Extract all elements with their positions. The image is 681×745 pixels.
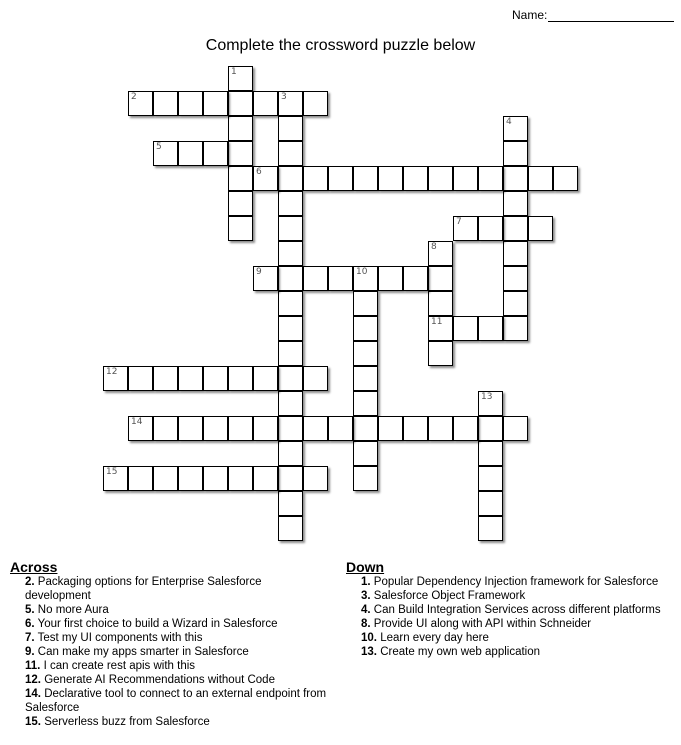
crossword-cell[interactable] (128, 366, 153, 391)
crossword-cell[interactable] (453, 216, 478, 241)
crossword-cell[interactable] (203, 416, 228, 441)
crossword-cell[interactable] (303, 91, 328, 116)
crossword-cell[interactable] (353, 416, 378, 441)
crossword-cell[interactable] (478, 216, 503, 241)
crossword-cell[interactable] (303, 266, 328, 291)
clue-number: 7. (25, 632, 35, 644)
crossword-cell[interactable] (503, 316, 528, 341)
crossword-cell[interactable] (353, 291, 378, 316)
clue-number: 3. (361, 590, 371, 602)
clue-text: Declarative tool to connect to an external endpoint from Salesforce (25, 688, 327, 714)
crossword-cell[interactable] (453, 316, 478, 341)
crossword-cell[interactable] (278, 366, 303, 391)
crossword-cell[interactable] (228, 116, 253, 141)
down-clue (346, 575, 676, 589)
crossword-cell[interactable] (353, 391, 378, 416)
crossword-cell[interactable] (453, 416, 478, 441)
crossword-cell[interactable] (503, 141, 528, 166)
crossword-cell[interactable] (278, 416, 303, 441)
crossword-cell[interactable] (353, 466, 378, 491)
clue-text: Generate AI Recommendations without Code (44, 674, 275, 686)
clue-number-label: 15 (106, 467, 118, 477)
clue-number-label: 5 (156, 142, 162, 152)
crossword-cell[interactable] (153, 466, 178, 491)
crossword-cell[interactable] (278, 316, 303, 341)
clue-number-label: 3 (281, 92, 287, 102)
clue-text: Create my own web application (380, 646, 541, 658)
clue-text: Can Build Integration Services across different platforms (373, 604, 661, 616)
crossword-cell[interactable] (153, 91, 178, 116)
clue-text: Your first choice to build a Wizard in Salesforce (37, 618, 278, 630)
clue-text: I can create rest apis with this (43, 660, 196, 672)
crossword-cell[interactable] (103, 366, 128, 391)
crossword-cell[interactable] (278, 441, 303, 466)
across-clue (10, 617, 330, 631)
clue-number: 9. (25, 646, 35, 658)
crossword-cell[interactable] (228, 166, 253, 191)
crossword-cell[interactable] (478, 491, 503, 516)
clue-number: 14. (25, 688, 41, 700)
crossword-cell[interactable] (253, 91, 278, 116)
crossword-cell[interactable] (278, 391, 303, 416)
crossword-cell[interactable] (353, 266, 378, 291)
crossword-cell[interactable] (203, 366, 228, 391)
clue-number: 15. (25, 716, 41, 728)
crossword-cell[interactable] (503, 416, 528, 441)
crossword-cell[interactable] (478, 166, 503, 191)
clue-number: 8. (361, 618, 371, 630)
crossword-cell[interactable] (378, 416, 403, 441)
down-clues (346, 560, 676, 659)
across-clue (10, 673, 330, 687)
clue-text: No more Aura (37, 604, 109, 616)
crossword-cell[interactable] (503, 291, 528, 316)
across-clue (10, 631, 330, 645)
clue-text: Test my UI components with this (37, 632, 203, 644)
crossword-cell[interactable] (503, 166, 528, 191)
crossword-cell[interactable] (278, 166, 303, 191)
crossword-cell[interactable] (428, 291, 453, 316)
crossword-cell[interactable] (553, 166, 578, 191)
clue-number-label: 8 (431, 242, 437, 252)
crossword-cell[interactable] (428, 341, 453, 366)
across-clues (10, 560, 330, 729)
clue-number-label: 14 (131, 417, 143, 427)
across-clue (10, 575, 330, 603)
clue-number: 13. (361, 646, 377, 658)
down-clue (346, 617, 676, 631)
crossword-cell[interactable] (403, 416, 428, 441)
crossword-cell[interactable] (478, 516, 503, 541)
crossword-cell[interactable] (503, 266, 528, 291)
crossword-cell[interactable] (328, 416, 353, 441)
across-clue (10, 659, 330, 673)
crossword-cell[interactable] (278, 91, 303, 116)
clue-number-label: 4 (506, 117, 512, 127)
clue-number-label: 9 (256, 267, 262, 277)
crossword-cell[interactable] (428, 241, 453, 266)
clue-number: 10. (361, 632, 377, 644)
clue-number: 2. (25, 576, 35, 588)
crossword-cell[interactable] (453, 166, 478, 191)
crossword-cell[interactable] (278, 291, 303, 316)
crossword-cell[interactable] (428, 316, 453, 341)
crossword-cell[interactable] (103, 466, 128, 491)
crossword-cell[interactable] (153, 141, 178, 166)
clue-number: 5. (25, 604, 35, 616)
crossword-cell[interactable] (328, 166, 353, 191)
down-clue (346, 631, 676, 645)
name-label: Name: (512, 8, 548, 22)
crossword-cell[interactable] (328, 266, 353, 291)
crossword-cell[interactable] (303, 166, 328, 191)
crossword-cell[interactable] (353, 316, 378, 341)
clue-text: Serverless buzz from Salesforce (44, 716, 210, 728)
crossword-cell[interactable] (253, 416, 278, 441)
clue-number-label: 12 (106, 367, 118, 377)
across-clue (10, 645, 330, 659)
crossword-cell[interactable] (253, 466, 278, 491)
crossword-cell[interactable] (303, 466, 328, 491)
crossword-cell[interactable] (228, 216, 253, 241)
crossword-cell[interactable] (228, 191, 253, 216)
crossword-cell[interactable] (228, 466, 253, 491)
crossword-cell[interactable] (178, 416, 203, 441)
crossword-cell[interactable] (203, 141, 228, 166)
crossword-cell[interactable] (478, 416, 503, 441)
clue-text: Salesforce Object Framework (373, 590, 526, 602)
crossword-cell[interactable] (478, 466, 503, 491)
across-clue (10, 715, 330, 729)
clue-number-label: 1 (231, 67, 237, 77)
crossword-cell[interactable] (428, 416, 453, 441)
crossword-cell[interactable] (478, 441, 503, 466)
clue-number-label: 6 (256, 167, 262, 177)
crossword-cell[interactable] (128, 416, 153, 441)
crossword-cell[interactable] (378, 166, 403, 191)
crossword-cell[interactable] (428, 166, 453, 191)
across-heading: Across (10, 559, 58, 575)
clue-number-label: 10 (356, 267, 368, 277)
clue-text: Learn every day here (380, 632, 489, 644)
crossword-cell[interactable] (278, 466, 303, 491)
crossword-cell[interactable] (228, 141, 253, 166)
clue-number: 4. (361, 604, 371, 616)
crossword-cell[interactable] (303, 416, 328, 441)
crossword-cell[interactable] (503, 116, 528, 141)
clue-number-label: 13 (481, 392, 493, 402)
crossword-cell[interactable] (253, 266, 278, 291)
crossword-cell[interactable] (278, 216, 303, 241)
clue-text: Popular Dependency Injection framework for Salesforce (373, 576, 659, 588)
crossword-cell[interactable] (478, 316, 503, 341)
crossword-cell[interactable] (278, 141, 303, 166)
crossword-cell[interactable] (353, 166, 378, 191)
across-clue (10, 603, 330, 617)
down-clue (346, 589, 676, 603)
crossword-cell[interactable] (503, 241, 528, 266)
crossword-cell[interactable] (278, 116, 303, 141)
clue-number: 12. (25, 674, 41, 686)
crossword-cell[interactable] (278, 491, 303, 516)
crossword-cell[interactable] (178, 141, 203, 166)
crossword-cell[interactable] (278, 241, 303, 266)
clue-number: 6. (25, 618, 35, 630)
crossword-cell[interactable] (378, 266, 403, 291)
crossword-cell[interactable] (353, 366, 378, 391)
clue-text: Can make my apps smarter in Salesforce (37, 646, 249, 658)
crossword-cell[interactable] (178, 466, 203, 491)
crossword-cell[interactable] (503, 191, 528, 216)
crossword-cell[interactable] (228, 66, 253, 91)
crossword-cell[interactable] (278, 516, 303, 541)
crossword-cell[interactable] (253, 366, 278, 391)
crossword-cell[interactable] (303, 366, 328, 391)
crossword-cell[interactable] (178, 91, 203, 116)
clue-number-label: 11 (431, 317, 443, 327)
across-clue (10, 687, 330, 715)
crossword-cell[interactable] (128, 466, 153, 491)
clue-number: 11. (25, 660, 41, 672)
crossword-cell[interactable] (428, 266, 453, 291)
crossword-cell[interactable] (128, 91, 153, 116)
crossword-cell[interactable] (203, 466, 228, 491)
crossword-cell[interactable] (503, 216, 528, 241)
clue-text: Provide UI along with API within Schneider (373, 618, 592, 630)
crossword-cell[interactable] (403, 266, 428, 291)
clue-number-label: 2 (131, 92, 137, 102)
crossword-cell[interactable] (153, 366, 178, 391)
down-heading: Down (346, 559, 385, 575)
crossword-cell[interactable] (228, 366, 253, 391)
page-title: Complete the crossword puzzle below (205, 37, 476, 54)
crossword-cell[interactable] (478, 391, 503, 416)
crossword-cell[interactable] (528, 216, 553, 241)
crossword-cell[interactable] (228, 416, 253, 441)
crossword-cell[interactable] (278, 341, 303, 366)
crossword-cell[interactable] (353, 441, 378, 466)
crossword-cell[interactable] (153, 416, 178, 441)
crossword-cell[interactable] (353, 341, 378, 366)
crossword-cell[interactable] (528, 166, 553, 191)
crossword-cell[interactable] (403, 166, 428, 191)
crossword-cell[interactable] (203, 91, 228, 116)
crossword-cell[interactable] (178, 366, 203, 391)
clue-number: 1. (361, 576, 371, 588)
crossword-cell[interactable] (278, 191, 303, 216)
down-clue (346, 603, 676, 617)
crossword-cell[interactable] (253, 166, 278, 191)
crossword-cell[interactable] (228, 91, 253, 116)
clue-number-label: 7 (456, 217, 462, 227)
crossword-cell[interactable] (278, 266, 303, 291)
down-clue (346, 645, 676, 659)
clue-text: Packaging options for Enterprise Salesforce development (25, 576, 262, 602)
